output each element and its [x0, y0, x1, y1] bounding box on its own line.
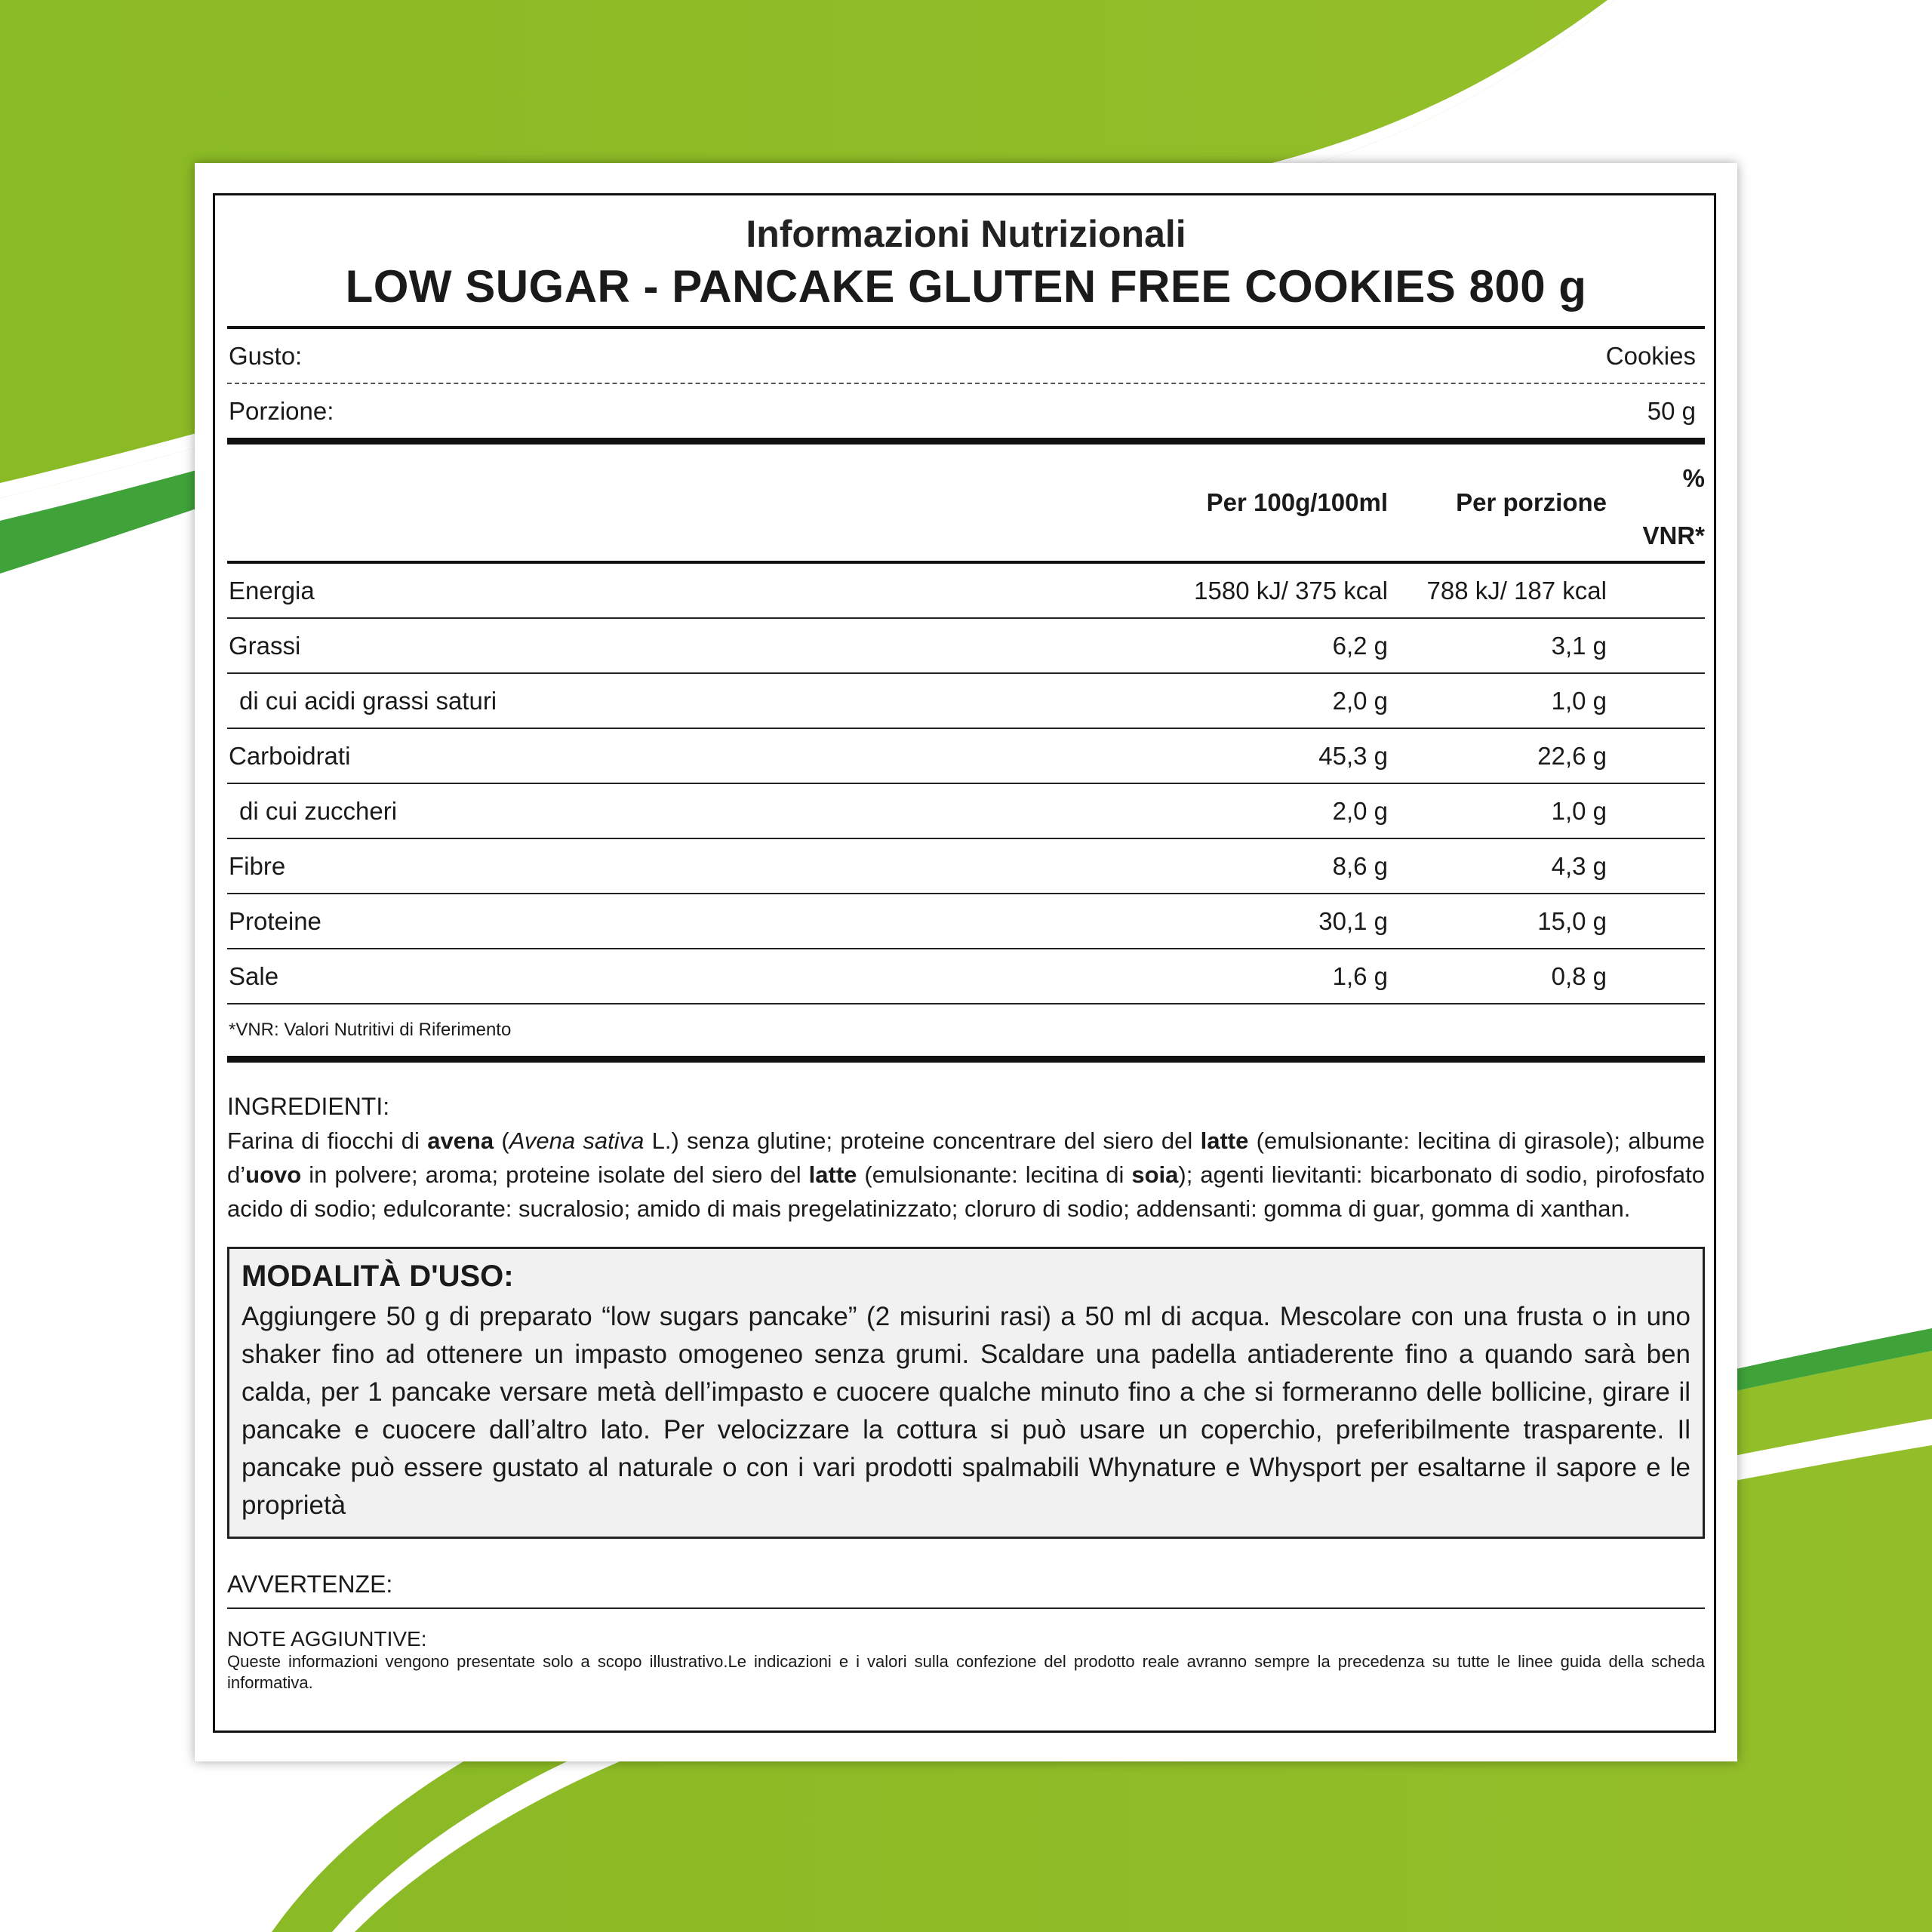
usage-title: MODALITÀ D'USO:	[242, 1260, 514, 1293]
table-header	[227, 445, 1705, 561]
ingredients-text: Farina di fiocchi di avena (Avena sativa L.) senza glutine; proteine concentrare del siero del latte (emulsionante: lecitina di girasole); albume d’uovo in polvere; aroma; proteine isolate del siero del latte (emulsionante: lecitina di soia); agenti lievitanti: bicarbonato di sodio, pirofosfato acido di sodio; edulcorante: sucralosio; amido di mais pregelatinizzato; cloruro di sodio; addensanti: gomma di guar, gomma di xanthan.	[227, 1128, 1705, 1222]
divider	[227, 1607, 1705, 1609]
table-row: di cui zuccheri 2,0 g 1,0 g	[239, 796, 1607, 825]
product-name: LOW SUGAR - PANCAKE GLUTEN FREE COOKIES 800 g	[345, 261, 1587, 312]
porzione-value: 50 g	[1647, 396, 1696, 425]
col-vnr-bottom: VNR*	[1642, 521, 1705, 549]
col-per100: Per 100g/100ml	[1206, 488, 1388, 516]
porzione-label: Porzione:	[229, 396, 334, 425]
gusto-label: Gusto:	[229, 341, 303, 370]
porzione-row	[227, 384, 1705, 438]
table-row: Energia 1580 kJ/ 375 kcal 788 kJ/ 187 kcal	[229, 576, 1607, 605]
gusto-value: Cookies	[1605, 341, 1696, 370]
label-title: Informazioni Nutrizionali	[746, 213, 1186, 255]
table-row: Proteine 30,1 g 15,0 g	[229, 906, 1607, 935]
warnings-title: AVVERTENZE:	[227, 1571, 393, 1598]
gusto-row	[227, 329, 1705, 383]
table-row: Sale 1,6 g 0,8 g	[229, 961, 1607, 990]
notes-text: Queste informazioni vengono presentate solo a scopo illustrativo.Le indicazioni e i valori sulla confezione del prodotto reale avranno sempre la precedenza su tutte le linee guida della scheda informativa.	[227, 1652, 1705, 1692]
notes-title: NOTE AGGIUNTIVE:	[227, 1627, 427, 1651]
usage-text: Aggiungere 50 g di preparato “low sugars pancake” (2 misurini rasi) a 50 ml di acqua. Mescolare con una frusta o in uno shaker fino ad ottenere un impasto omogeneo senza grumi. Scaldare una padella antiaderente fino a quando sarà ben calda, per 1 pancake versare metà dell’impasto e cuocere qualche minuto fino a che si formeranno delle bollicine, girare il pancake e cuocere dall’altro lato. Per velocizzare la cottura si può usare un coperchio, preferibilmente trasparente. Il pancake può essere gustato al naturale o con i vari prodotti spalmabili Whynature e Whysport per esaltarne il sapore e le proprietà	[242, 1302, 1690, 1520]
col-vnr-top: %	[1682, 464, 1705, 492]
table-row: Fibre 8,6 g 4,3 g	[229, 851, 1607, 880]
vnr-footnote: *VNR: Valori Nutritivi di Riferimento	[229, 1020, 512, 1040]
divider	[227, 438, 1705, 445]
nutrition-label-frame	[213, 193, 1716, 1733]
col-vnr	[1607, 445, 1705, 561]
divider	[227, 1056, 1705, 1063]
nutrition-card	[195, 163, 1737, 1761]
table-row: di cui acidi grassi saturi 2,0 g 1,0 g	[239, 686, 1607, 715]
ingredients-title: INGREDIENTI:	[227, 1093, 390, 1120]
usage-box	[227, 1247, 1705, 1539]
table-row: Carboidrati 45,3 g 22,6 g	[229, 741, 1607, 770]
table-row: Grassi 6,2 g 3,1 g	[229, 631, 1607, 660]
col-porzione: Per porzione	[1456, 488, 1607, 516]
